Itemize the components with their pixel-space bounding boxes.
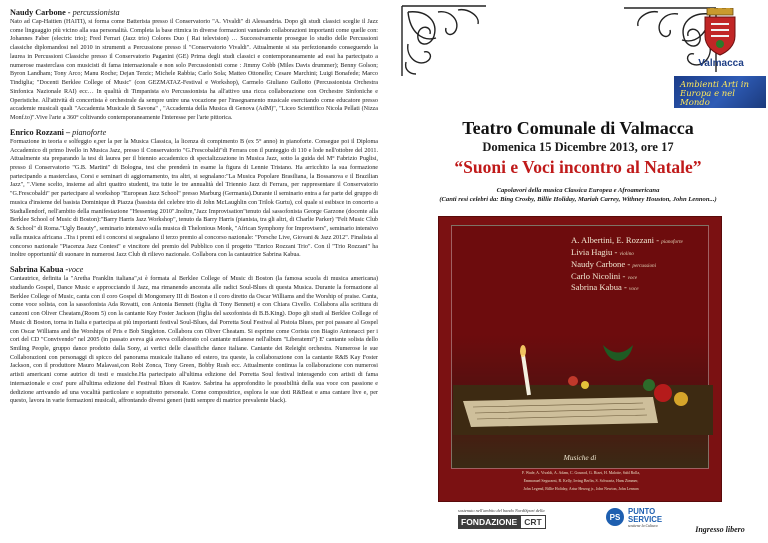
bio-role: percussionista [72, 8, 120, 17]
fondazione-crt-logo [458, 515, 558, 529]
subtitle-line: Capolavori della musica Classica Europea e Afroamericana [496, 187, 660, 194]
venue-title: Teatro Comunale di Valmacca [462, 118, 694, 138]
bio-naudy-carbone [10, 8, 378, 123]
concert-subtitle [388, 187, 768, 205]
fondazione-wordmark: FONDAZIONE [458, 515, 520, 529]
punto-service-wordmark [628, 508, 662, 529]
artist-name: Livia Hagiu [571, 246, 613, 257]
subtitle-line: (Canti resi celebri da: Bing Crosby, Billie Holiday, Mariah Carrey, Withney Houston, John Lennon...) [439, 195, 717, 203]
punto-service-logo-icon: PS [606, 508, 624, 526]
bio-enrico-rozzani [10, 128, 378, 260]
artist-role: percussioni [632, 262, 657, 269]
flyer-front [388, 0, 768, 543]
punto-service-line2: SERVICE [628, 514, 663, 524]
valmacca-crest-icon [701, 8, 739, 56]
fondazione-crt-sponsor [458, 508, 558, 529]
bio-sabrina-kabua [10, 265, 378, 406]
composer-line: John Legend, Billie Holiday, Artur Herzog jr., John Newton, John Lennon [523, 487, 639, 491]
bio-text: Cantautrice, definita la "Aretha Franklin italiana",si è formata al Berklee College of Music di Boston (la famosa scuola di musica americana) studiando Gospel, Dance Music e approcciando il Jazz, ma rimanendo ancorata alle radici Soul-Blues di questa Musica. Durante la formazione al Berklee College of Music, canta con il coro Gospel di Mongomery III di Boston e il coro diretto da Oscar Williams and the Worship of praise. Canta, come voce solista, con la sassofonista Ada Rovatti, con Antonia Bennett (figlia di Tony Bennett) e con Chiara Civello. Collabora alla scrittura di canzoni con Oliver Cheatam,(Room 5) con la cantante Key Foster Jackson (figlia del saxofonista di B.B.King). Dopo gli studi al Berklee College of Music di Boston, torna in Italia e partecipa ai più importanti festival Soul-Blues, dal Porretta Soul Festival al Pistoia Blues, per poi passare al Gospel con Oscar Williams and the Worships of Pris e Bob Singleton. Collabora con Oliver Cheatam. Si esprime come Corista con Biagio Antonacci per i cori del CD "Convivendo" nel 2005 (in passato aveva già aveva collaborato col cantante milanese nell'album "Liberatemi") E' cantante solista dello Smiling People, gruppo dance prodotto dalla Sony, ai vertici delle classifiche dance italiane. Cantante dei Releight orchestra. Numerose le sue Collaborazioni con personaggi di spicco del panorama musicale italiano ed estero, tra queste, la collaborazione con la cantante R&B Kay Foster Jackson, con il produttore Mauro Malavasi,con Robi Zonca, Tony Green, Bobby Rush ecc. Attualmente continua la collaborazione con numerosi artisti americani come autrice di testi e musiche.Ha partecipato all'ultima edizione del Porretta Soul festival interagendo con artisti di fama internazionale e cosi' pure all'ultima edizione del Festival Blues di Kastov. Sabrina ha approfondito le possibilità della sua voce con passione e dedizione arrivando ad una vocalità particolare e soprattutto personale. Come compositrice, esplora le sue doti R&Beat e ama cantare live e, per questo, lavora in varie formazioni musicali, affrontando diversi generi (tutti sempre di matrice prevalente black). [10, 276, 378, 405]
music-by-label: Musiche di [563, 453, 597, 462]
christmas-still-life-illustration [453, 315, 713, 435]
bio-text: Formazione in teoria e solfeggio e,per la per la Musica Classica, la licenza di compimento B (ex 5° anno) in pianoforte. Consegue poi il Diploma Accademico di primo livello in Musica Jazz, presso il Conservatorio "G.Frescobaldi"di Ferrara con il punteggio di 110 e lode nell'ottobre del 2011. Attualmente sta preparando la tesi di laurea per il biennio accademico di specializzazione in Musica Jazz, sotto la guida del M° Fabrizio Puglisi, presso il Conservatorio "G.B. Martini" di Bologna, tesi che prenderà in esame la figura di Lennie Tristano. Ha arricchito la sua formazione partecipando a masterclass, Corsi e seminari di aggiornamento, tra altri, si segnalano:"La Musica Popolare Brasiliana, la Bossanova e il Brazilian Jazz", ".Viene scelto, insieme ad altri quattro studenti, tra tutte le tre annualità del Triennio Jazz di Ferrara, per rappresentare il Conservatorio "G.Frescobaldi" per partecipare al workshop "European Jazz School" presso Marburg (Germania).Durante il seminario entra a far parte del gruppo di musica d'insieme del basista Dominique di Piazza (bassista del celebre trio di John McLaughlin con Trilok Gurtu), col quale si esibisce in concerto a Stadtallendorf, nell'ambito della manifestazione "Hessentag 2010".Inoltre,"Jazz Improvisation"tenuto dal sassofonista George Garzone (docente alla Berklee School of Music di Boston):"Barry Harris Jazz Workshop", tenuto da Barry Harris (pianista, tra gli altri, di Charlie Parker) "Felt Music Club & School" di Roma."Ugly Beauty", seminario intensivo sulla musica di Thelonious Monk, "African Symphony for Improvisers", seminario intensivo sulla musica africana ..Tra i premi ed i concorsi si segnalano il terzo premio al concorso nazionale: "Porsche Live, Giovani & Jazz 2012". Finalista al concorso nazionale "Piacenza Jazz Contest" e vincitore del premio del Pubblico con il progetto "Enrico Rozzani Trio". Con il "Trio Rozzani" ha inoltre opportunità' di suonare in numerosi Jazz Club di rilievo nazionale. Collabora con la cantautrice Sabrina Kabua. [10, 138, 378, 259]
punto-service-tagline: sostiene la Cultura [628, 523, 658, 528]
town-name: Valmacca [698, 58, 744, 69]
event-date: Domenica 15 Dicembre 2013, ore 17 [482, 140, 674, 154]
biographies-column [10, 8, 378, 538]
artist-list [571, 235, 683, 294]
punto-service-sponsor [606, 508, 676, 526]
bio-heading: Naudy Carbone - percussionista [10, 8, 120, 17]
crt-wordmark: CRT [520, 515, 545, 529]
floral-ornament-top-left [398, 2, 490, 80]
punto-service-line1: PUNTO [628, 507, 656, 516]
concert-title: “Suoni e Voci incontro al Natale” [454, 157, 702, 177]
artist-role: pianoforte [661, 239, 683, 245]
artist-item: A. Albertini, E. Rozzani - pianoforte [571, 235, 683, 245]
bio-text: Nato ad Cap-Haitien (HAITI), si forma come Batterista presso il Conservatorio "A. Vivaldi" di Alessandria. Dopo gli studi classici sceglie il Jazz come linguaggio più vicino alla sua personalità. Completa la base ritmica in diverse formazioni vantando collaborazioni importanti come quelle con: Johannes Faber (electric trio); Fred Ferrari (Jazz trio) Colores Duo ( Rai television) … Successivamente prosegue lo studio delle Percussioni classiche diplomandosi nel 2010 in strumenti a Percussione presso il "Conservatorio Vivaldi". Attualmente si sta perfezionando conseguendo la laurea in Percussioni Classiche presso il Conservatorio Paganini (GE) Prima degli studi classici e contemporaneamente ad essi ha partecipato a numerose masterclass con musicisti di fama internazionale e non solo Percussionisti come : Jimmy Cobb (Miles Davis drummer); Benny Golson; Byron Landham; Tony Arco; Manu Roche; Dejan Terzic; Michele Rabbia; Carlo Sola; Matteo Ottonello; Cesare Marchini; Luigi Bonafede; Marco Tindiglia; "Docenti Berklee College of Music" (con GEZMATAZ-Festival e Workshop), Carmelo Giuliano Gullotto (Percussionista Orchestra Sinfonica Nazionale RAI) ecc… In qualità di Timpanista e/o Percussionista ha all'attivo una ricca collaborazione con Orchestre Sinfoniche e Operistiche. All'attività di concertista è orchestrale da sempre unire una vocazione per l'insegnamento musicale esercitando come educatore presso accademie musicali quali "Accademia Musicale di Savona" , "Accademia della Musica di Genova (AdM)", "Liceo Scientifico Nicola Pellati (Nizza Monf.to)".Vive l'arte a 360° coltivando contemporaneamente l'interesse per l'arte pittorica. [10, 19, 378, 122]
artist-name: Carlo Nicolini [571, 270, 621, 281]
composer-list [447, 469, 715, 493]
artist-item: Livia Hagiu - violino [571, 246, 634, 257]
composer-line: Emmanuel Segurarni, R. Kelly, Irving Berlin, S. Schwartz, Hans Zimmer, [523, 479, 639, 483]
bio-heading: Sabrina Kabua -voce [10, 265, 84, 275]
bio-name: Enrico Rozzani [10, 127, 64, 137]
bio-role: voce [68, 265, 84, 275]
concert-poster [438, 216, 722, 502]
artist-name: Naudy Carbone [571, 258, 626, 269]
bio-role: pianoforte [72, 127, 107, 137]
bio-name: Sabrina Kabua [10, 265, 64, 275]
artist-role: violino [619, 250, 634, 257]
bio-name: Naudy Carbone [10, 8, 66, 17]
sponsor-caption: sostenuto nell'ambito del bando NordiSpuri della [458, 508, 545, 513]
free-entry-label: Ingresso libero [695, 525, 745, 534]
artist-role: voce [629, 286, 639, 293]
artist-role: voce [627, 274, 638, 281]
artist-item: Naudy Carbone - percussioni [571, 258, 657, 269]
artist-name: A. Albertini, E. Rozzani [571, 235, 655, 245]
bio-heading: Enrico Rozzani – pianoforte [10, 127, 107, 137]
composer-line: F. Wade, A. Vivaldi, A. Adam, C. Gounod, G. Bizet, H. Malotte, Sabl Rolla, [521, 471, 641, 475]
artist-name: Sabrina Kabua [571, 282, 622, 293]
ambienti-arti-logo: Ambienti Arti in Europa e nel Mondo [674, 76, 766, 108]
artist-item: Carlo Nicolini - voce [571, 270, 638, 281]
artist-item: Sabrina Kabua - voce [571, 282, 639, 293]
